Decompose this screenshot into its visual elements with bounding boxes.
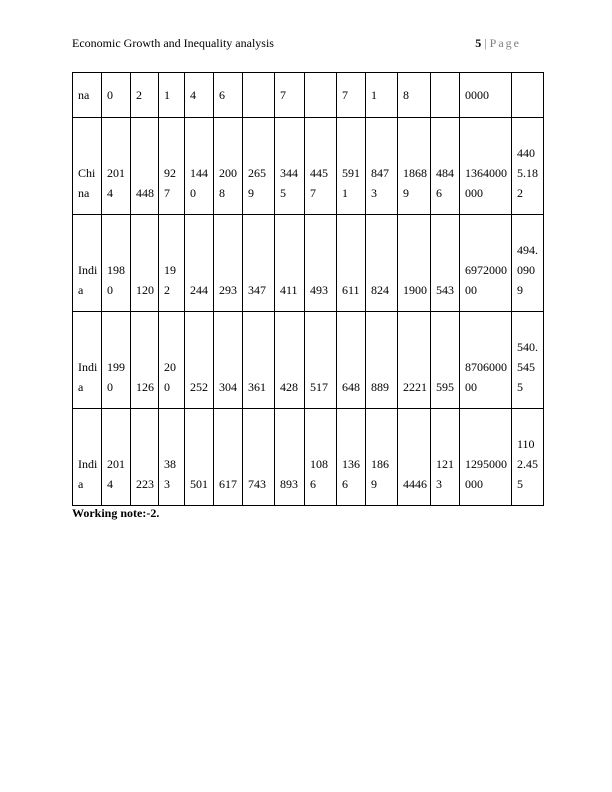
table-cell: 494.0909 [512,215,544,312]
table-row [73,409,544,506]
table-cell: 517 [305,312,337,409]
table-cell: 383 [159,409,185,506]
table-cell: 347 [243,215,275,312]
table-cell: 870600000 [460,312,512,409]
table-cell: 200 [159,312,185,409]
table-cell: 7 [275,73,305,118]
table-row [73,73,544,118]
table-cell: 893 [275,409,305,506]
table-cell: 2659 [243,118,275,215]
table-cell: 617 [214,409,243,506]
table-cell: 4846 [431,118,460,215]
page-separator: | [484,36,487,50]
table-row [73,215,544,312]
table-cell: 648 [337,312,366,409]
table-cell: 1990 [102,312,131,409]
table-cell: 1366 [337,409,366,506]
table-cell: 223 [131,409,159,506]
table-cell: 2008 [214,118,243,215]
table-cell: 192 [159,215,185,312]
table-cell: 501 [185,409,214,506]
page-number: 5 [475,36,482,50]
table-row [73,312,544,409]
table-cell: 3445 [275,118,305,215]
table-cell: 2221 [398,312,431,409]
table-cell: 1 [159,73,185,118]
table-cell: 7 [337,73,366,118]
working-note-heading: Working note:-2. [72,506,160,520]
table-cell: 1900 [398,215,431,312]
table-cell: 411 [275,215,305,312]
table-cell: 126 [131,312,159,409]
table-cell: 4457 [305,118,337,215]
table-cell: 2014 [102,118,131,215]
table-cell: 448 [131,118,159,215]
table-cell: 428 [275,312,305,409]
table-cell: 1295000000 [460,409,512,506]
table-cell: 927 [159,118,185,215]
table-body [73,73,544,506]
table-cell: 824 [366,215,398,312]
table-cell [243,73,275,118]
table-cell: 8473 [366,118,398,215]
table-cell: 611 [337,215,366,312]
table-cell [305,73,337,118]
table-cell: 120 [131,215,159,312]
table-cell: 595 [431,312,460,409]
table-cell: 889 [366,312,398,409]
table-cell: India [73,215,102,312]
table-cell: 293 [214,215,243,312]
table-cell: 4446 [398,409,431,506]
table-cell [512,73,544,118]
table-cell: 1102.455 [512,409,544,506]
table-cell: 2014 [102,409,131,506]
table-cell: 1364000000 [460,118,512,215]
table-cell: 304 [214,312,243,409]
table-cell: 1440 [185,118,214,215]
page-word: Page [489,36,521,50]
table-cell: 697200000 [460,215,512,312]
table-cell: 6 [214,73,243,118]
table-cell: China [73,118,102,215]
table-cell: 0 [102,73,131,118]
table-cell: 8 [398,73,431,118]
table-cell: 1869 [366,409,398,506]
table-cell: 0000 [460,73,512,118]
table-cell: 543 [431,215,460,312]
table-cell: 743 [243,409,275,506]
table-row [73,118,544,215]
table-cell: 18689 [398,118,431,215]
table-cell: India [73,409,102,506]
table-cell: 540.5455 [512,312,544,409]
table-cell: na [73,73,102,118]
table-cell: 244 [185,215,214,312]
running-header-title: Economic Growth and Inequality analysis [72,36,274,50]
table-cell: 1213 [431,409,460,506]
table-cell: 4 [185,73,214,118]
table-cell: 5911 [337,118,366,215]
table-cell: 2 [131,73,159,118]
table-cell: 1980 [102,215,131,312]
table-cell: India [73,312,102,409]
page-number-label [475,36,521,51]
data-table [72,72,544,506]
table-cell: 361 [243,312,275,409]
table-cell: 1086 [305,409,337,506]
table-cell: 4405.182 [512,118,544,215]
table-cell: 1 [366,73,398,118]
table-cell: 493 [305,215,337,312]
table-cell: 252 [185,312,214,409]
table-cell [431,73,460,118]
